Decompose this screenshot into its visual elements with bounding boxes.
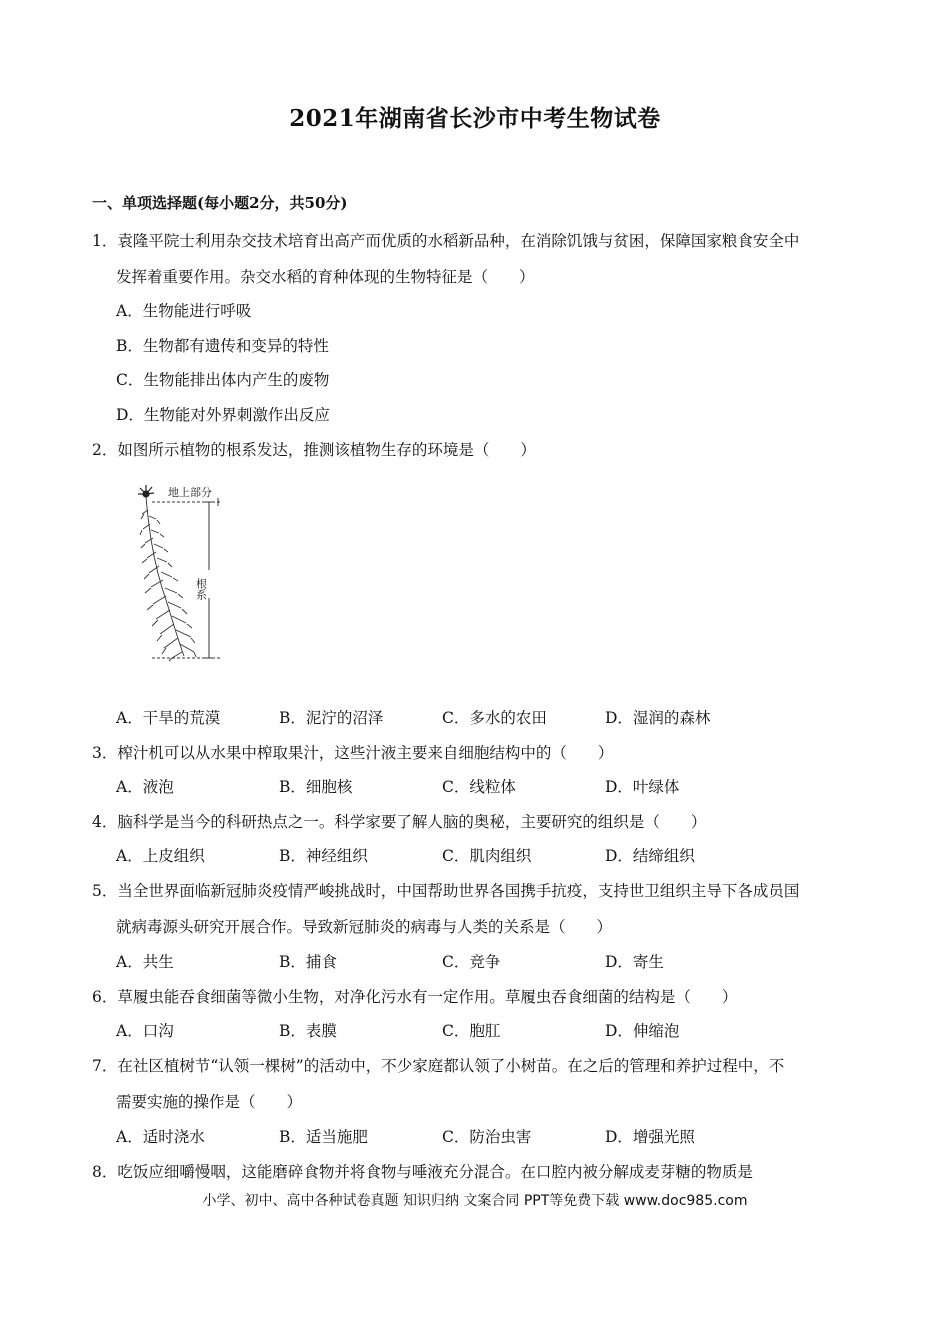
question-5-text-cont: 就病毒源头研究开展合作。导致新冠肺炎的病毒与人类的关系是（ ）	[116, 918, 613, 936]
figure-label-top: 地上部分	[168, 486, 212, 499]
question-7-option-b: B．适当施肥	[279, 1128, 368, 1146]
question-4-options	[116, 844, 768, 866]
roots-icon	[140, 497, 196, 661]
question-3-option-a: A．液泡	[116, 778, 174, 796]
question-5-option-b: B．捕食	[279, 953, 337, 971]
question-7-option-a: A．适时浇水	[116, 1128, 205, 1146]
question-6-option-b: B．表膜	[279, 1022, 337, 1040]
question-1-option-b: B．生物都有遗传和变异的特性	[116, 337, 329, 355]
page-title: 2021年湖南省长沙市中考生物试卷	[289, 105, 661, 132]
question-6-option-a: A．口沟	[116, 1022, 174, 1040]
question-1-option-d: D．生物能对外界刺激作出反应	[116, 406, 330, 424]
question-2-option-c: C．多水的农田	[442, 709, 547, 727]
root-system-figure	[126, 480, 246, 670]
question-7-option-d: D．增强光照	[605, 1128, 695, 1146]
section-heading: 一、单项选择题(每小题2分，共50分)	[92, 194, 348, 212]
figure-label-side: 根系	[194, 578, 208, 600]
question-5-text: 5．当全世界面临新冠肺炎疫情严峻挑战时，中国帮助世界各国携手抗疫，支持世卫组织主导下各成员国	[92, 882, 800, 900]
question-3-option-c: C．线粒体	[442, 778, 516, 796]
question-7-text: 7．在社区植树节“认领一棵树”的活动中，不少家庭都认领了小树苗。在之后的管理和养护过程中，不	[92, 1057, 785, 1075]
question-7-option-c: C．防治虫害	[442, 1128, 532, 1146]
question-6-option-c: C．胞肛	[442, 1022, 501, 1040]
question-6-text: 6．草履虫能吞食细菌等微小生物，对净化污水有一定作用。草履虫吞食细菌的结构是（ ）	[92, 988, 738, 1006]
question-3-text: 3．榨汁机可以从水果中榨取果汁，这些汁液主要来自细胞结构中的（ ）	[92, 744, 614, 762]
question-5-option-c: C．竞争	[442, 953, 501, 971]
page-footer: 小学、初中、高中各种试卷真题 知识归纳 文案合同 PPT等免费下载 www.doc985.com	[202, 1193, 748, 1209]
question-2-option-b: B．泥泞的沼泽	[279, 709, 384, 727]
question-4-option-d: D．结缔组织	[605, 847, 695, 865]
question-3-option-d: D．叶绿体	[605, 778, 680, 796]
question-6-options	[116, 1019, 768, 1041]
question-4-option-b: B．神经组织	[279, 847, 368, 865]
question-7-text-cont: 需要实施的操作是（ ）	[116, 1093, 303, 1111]
question-4-text: 4．脑科学是当今的科研热点之一。科学家要了解人脑的奥秘，主要研究的组织是（ ）	[92, 813, 707, 831]
plant-tuft-icon	[138, 485, 154, 497]
question-5-options	[116, 950, 768, 972]
question-1-text-cont: 发挥着重要作用。杂交水稻的育种体现的生物特征是（ ）	[116, 268, 535, 286]
question-1-option-a: A．生物能进行呼吸	[116, 302, 252, 320]
question-2-text: 2．如图所示植物的根系发达，推测该植物生存的环境是（ ）	[92, 441, 536, 459]
question-1-option-c: C．生物能排出体内产生的废物	[116, 371, 330, 389]
question-2-options	[116, 706, 768, 728]
question-3-options	[116, 775, 768, 797]
question-7-options	[116, 1125, 768, 1147]
question-5-option-d: D．寄生	[605, 953, 664, 971]
question-3-option-b: B．细胞核	[279, 778, 353, 796]
question-4-option-a: A．上皮组织	[116, 847, 205, 865]
question-4-option-c: C．肌肉组织	[442, 847, 532, 865]
question-1-text: 1．袁隆平院士利用杂交技术培育出高产而优质的水稻新品种，在消除饥饿与贫困，保障国家粮食安全中	[92, 232, 800, 250]
question-8-text: 8．吃饭应细嚼慢咽，这能磨碎食物并将食物与唾液充分混合。在口腔内被分解成麦芽糖的物质是	[92, 1163, 753, 1181]
question-2-option-d: D．湿润的森林	[605, 709, 711, 727]
question-2-option-a: A．干旱的荒漠	[116, 709, 221, 727]
question-6-option-d: D．伸缩泡	[605, 1022, 680, 1040]
question-5-option-a: A．共生	[116, 953, 174, 971]
